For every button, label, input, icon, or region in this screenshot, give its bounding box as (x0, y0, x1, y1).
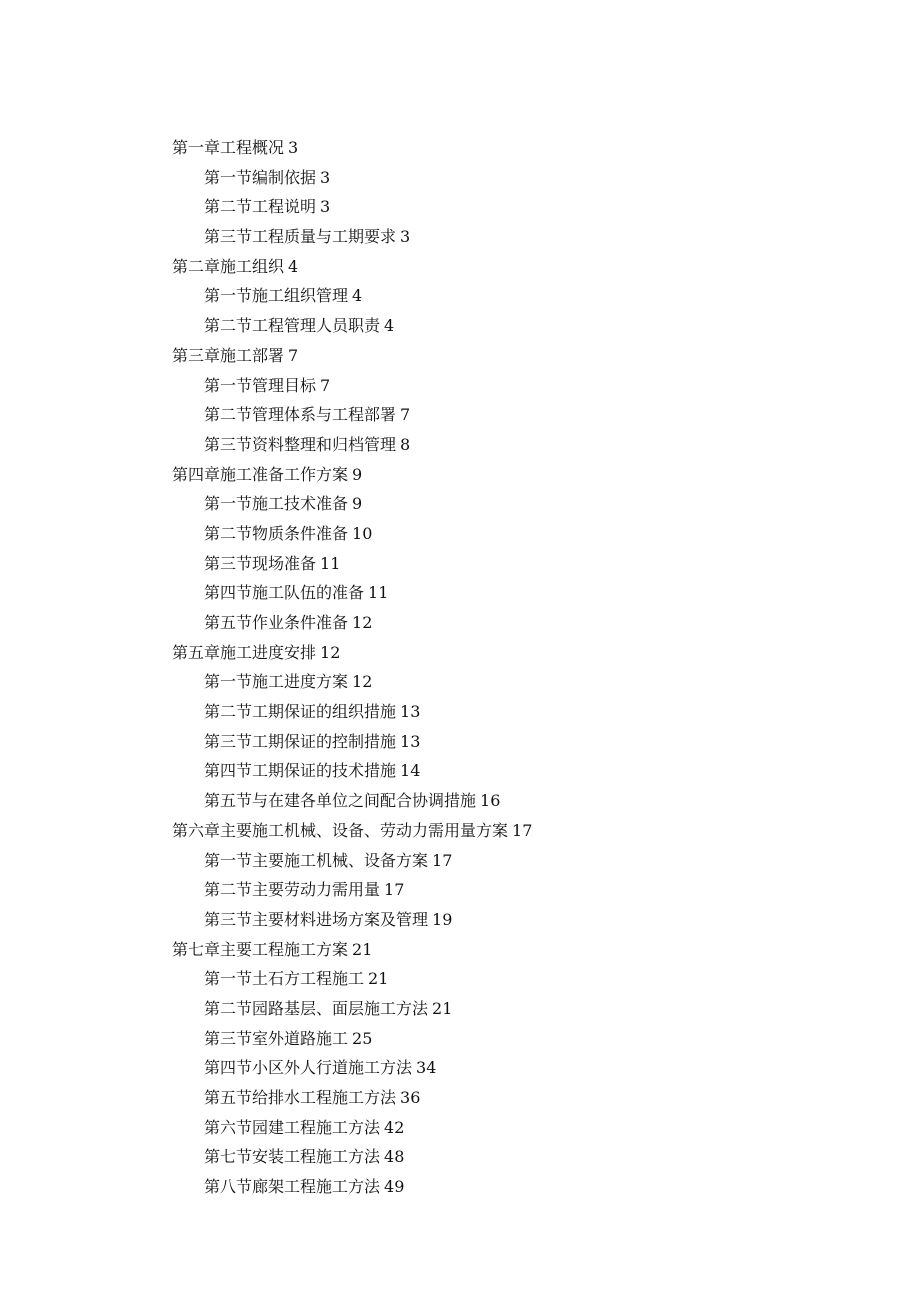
toc-entry-title: 第三节工程质量与工期要求 (204, 227, 397, 247)
toc-entry-title: 第五节给排水工程施工方法 (204, 1088, 397, 1107)
toc-entry-page-number: 13 (400, 731, 421, 751)
toc-section-entry (0, 994, 920, 1024)
toc-entry-title: 第三节主要材料进场方案及管理 (204, 909, 429, 929)
toc-entry-page-number: 10 (352, 523, 373, 543)
toc-entry-title: 第一章工程概况 (172, 138, 285, 157)
toc-section-entry (0, 905, 920, 935)
toc-entry-title: 第二节工程说明 (204, 197, 317, 217)
toc-entry-page-number: 49 (384, 1177, 405, 1197)
toc-chapter-entry (0, 935, 920, 965)
toc-entry-page-number: 42 (384, 1117, 405, 1137)
toc-entry-page-number: 3 (288, 138, 299, 157)
toc-section-entry (0, 430, 920, 460)
toc-entry-page-number: 21 (432, 998, 453, 1018)
toc-section-entry (0, 519, 920, 549)
toc-section-entry (0, 697, 920, 727)
toc-entry-title: 第二节园路基层、面层施工方法 (204, 998, 429, 1018)
toc-entry-title: 第三节室外道路施工 (204, 1028, 349, 1048)
toc-entry-page-number: 8 (400, 434, 411, 454)
toc-entry-title: 第四节工期保证的技术措施 (204, 761, 397, 781)
toc-entry-page-number: 21 (368, 969, 389, 989)
toc-entry-title: 第一节施工进度方案 (204, 672, 349, 692)
toc-entry-title: 第二节管理体系与工程部署 (204, 405, 397, 425)
toc-chapter-entry (0, 460, 920, 490)
toc-entry-title: 第一节编制依据 (204, 167, 317, 187)
toc-section-entry (0, 311, 920, 341)
toc-entry-page-number: 19 (432, 909, 453, 929)
toc-entry-page-number: 12 (352, 672, 373, 692)
toc-entry-title: 第五章施工进度安排 (172, 642, 317, 662)
toc-entry-page-number: 4 (384, 316, 395, 336)
toc-entry-title: 第四章施工准备工作方案 (172, 464, 349, 484)
toc-section-entry (0, 608, 920, 638)
toc-entry-title: 第一节管理目标 (204, 375, 317, 395)
table-of-contents (0, 133, 920, 1202)
toc-entry-title: 第四节小区外人行道施工方法 (204, 1058, 413, 1078)
toc-entry-page-number: 3 (320, 197, 331, 217)
toc-entry-title: 第三节现场准备 (204, 553, 317, 573)
toc-section-entry (0, 1172, 920, 1202)
toc-chapter-entry (0, 816, 920, 846)
toc-entry-page-number: 3 (320, 167, 331, 187)
toc-chapter-entry (0, 133, 920, 163)
toc-entry-page-number: 4 (352, 286, 363, 306)
toc-section-entry (0, 846, 920, 876)
toc-section-entry (0, 281, 920, 311)
toc-section-entry (0, 192, 920, 222)
toc-section-entry (0, 667, 920, 697)
toc-entry-title: 第四节施工队伍的准备 (204, 583, 365, 603)
toc-entry-page-number: 9 (352, 464, 363, 484)
toc-entry-page-number: 7 (288, 345, 299, 365)
toc-section-entry (0, 727, 920, 757)
toc-section-entry (0, 578, 920, 608)
toc-section-entry (0, 964, 920, 994)
toc-entry-page-number: 7 (400, 405, 411, 425)
toc-section-entry (0, 489, 920, 519)
toc-entry-title: 第七章主要工程施工方案 (172, 939, 349, 959)
toc-entry-page-number: 34 (416, 1058, 437, 1078)
toc-section-entry (0, 371, 920, 401)
toc-entry-page-number: 12 (320, 642, 341, 662)
toc-chapter-entry (0, 252, 920, 282)
toc-entry-title: 第六章主要施工机械、设备、劳动力需用量方案 (172, 820, 509, 840)
toc-entry-page-number: 3 (400, 227, 411, 247)
toc-entry-page-number: 4 (288, 256, 299, 276)
toc-entry-page-number: 16 (480, 791, 501, 811)
toc-chapter-entry (0, 341, 920, 371)
toc-entry-page-number: 36 (400, 1088, 421, 1107)
toc-entry-page-number: 48 (384, 1147, 405, 1167)
toc-entry-title: 第一节主要施工机械、设备方案 (204, 850, 429, 870)
toc-section-entry (0, 163, 920, 193)
toc-section-entry (0, 875, 920, 905)
toc-entry-title: 第二章施工组织 (172, 256, 285, 276)
toc-entry-page-number: 13 (400, 702, 421, 722)
toc-entry-page-number: 11 (368, 583, 389, 603)
toc-section-entry (0, 756, 920, 786)
toc-section-entry (0, 786, 920, 816)
toc-entry-page-number: 7 (320, 375, 331, 395)
toc-entry-page-number: 9 (352, 494, 363, 514)
toc-entry-title: 第二节物质条件准备 (204, 523, 349, 543)
toc-entry-page-number: 25 (352, 1028, 373, 1048)
toc-section-entry (0, 1142, 920, 1172)
toc-entry-title: 第三节工期保证的控制措施 (204, 731, 397, 751)
toc-section-entry (0, 400, 920, 430)
toc-entry-title: 第二节主要劳动力需用量 (204, 880, 381, 900)
toc-entry-title: 第二节工程管理人员职责 (204, 316, 381, 336)
toc-entry-title: 第七节安装工程施工方法 (204, 1147, 381, 1167)
toc-entry-page-number: 17 (512, 820, 533, 840)
toc-entry-title: 第五节与在建各单位之间配合协调措施 (204, 791, 477, 811)
toc-section-entry (0, 222, 920, 252)
toc-entry-page-number: 21 (352, 939, 373, 959)
toc-section-entry (0, 1024, 920, 1054)
toc-section-entry (0, 1083, 920, 1113)
toc-entry-title: 第一节土石方工程施工 (204, 969, 365, 989)
toc-entry-page-number: 17 (384, 880, 405, 900)
toc-entry-page-number: 11 (320, 553, 341, 573)
toc-entry-page-number: 12 (352, 613, 373, 632)
toc-entry-page-number: 17 (432, 850, 453, 870)
toc-entry-title: 第三章施工部署 (172, 345, 285, 365)
toc-section-entry (0, 1113, 920, 1143)
toc-section-entry (0, 1053, 920, 1083)
toc-section-entry (0, 549, 920, 579)
toc-entry-title: 第一节施工组织管理 (204, 286, 349, 306)
toc-entry-title: 第六节园建工程施工方法 (204, 1117, 381, 1137)
toc-entry-page-number: 14 (400, 761, 421, 781)
toc-chapter-entry (0, 638, 920, 668)
toc-entry-title: 第五节作业条件准备 (204, 613, 349, 632)
toc-entry-title: 第三节资料整理和归档管理 (204, 434, 397, 454)
toc-entry-title: 第二节工期保证的组织措施 (204, 702, 397, 722)
toc-entry-title: 第一节施工技术准备 (204, 494, 349, 514)
toc-entry-title: 第八节廊架工程施工方法 (204, 1177, 381, 1197)
